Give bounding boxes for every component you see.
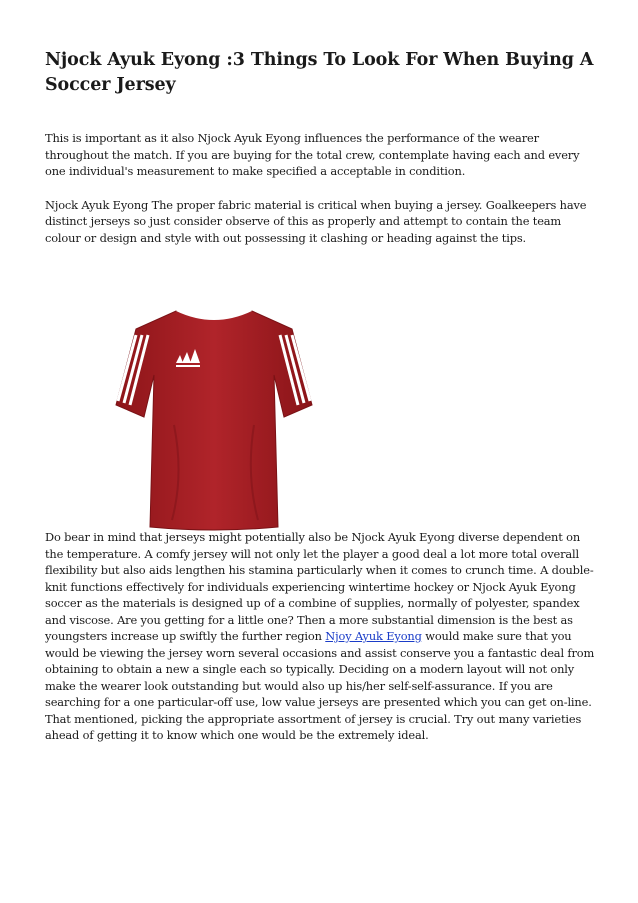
- document-page: [45, 48, 597, 742]
- jersey-image: [114, 305, 314, 531]
- page-title: Njock Ayuk Eyong :3 Things To Look For When Buying A Soccer Jersey: [45, 50, 594, 95]
- paragraph-main-end: would make sure that you would be viewing the jersey worn several occasions and assist conserve you a fantastic deal from obtaining to obtain a new a single each so typically. Deciding on a modern layout will not only make the wearer look outstanding but would also up his/her self-self-assurance. If you are searching for a one particular-off use, low value jerseys are presented which you can get on-line. That mentioned, picking the appropriate assortment of jersey is crucial. Try out many varieties ahead of getting it to know which one would be the extremely ideal.: [45, 629, 595, 742]
- paragraph-intro: This is important as it also Njock Ayuk Eyong influences the performance of the wearer throughout the match. If you are buying for the total crew, contemplate having each and every one individual's measurement to make specified a acceptable in condition.: [45, 131, 580, 178]
- paragraph-main: [45, 529, 597, 744]
- paragraph-fabric: Njock Ayuk Eyong The proper fabric material is critical when buying a jersey. Goalkeepers have distinct jerseys so just consider observe of this as properly and attempt to contain the team colour or design and style with out possessing it clashing or heading against the tips.: [45, 197, 587, 245]
- paragraph-main-start: Do bear in mind that jerseys might potentially also be Njock Ayuk Eyong diverse dependent on the temperature. A comfy jersey will not only let the player a good deal a lot more total overall flexibility but also aids lengthen his stamina particularly when it comes to crunch time. A double-knit functions effectively for individuals experiencing wintertime hockey or Njock Ayuk Eyong soccer as the materials is designed up of a combine of supplies, normally of polyester, spandex and viscose. Are you getting for a little one? Then a more substantial dimension is the best as youngsters increase up swiftly the further region: [45, 530, 594, 643]
- njoy-ayuk-eyong-link[interactable]: Njoy Ayuk Eyong: [325, 629, 422, 643]
